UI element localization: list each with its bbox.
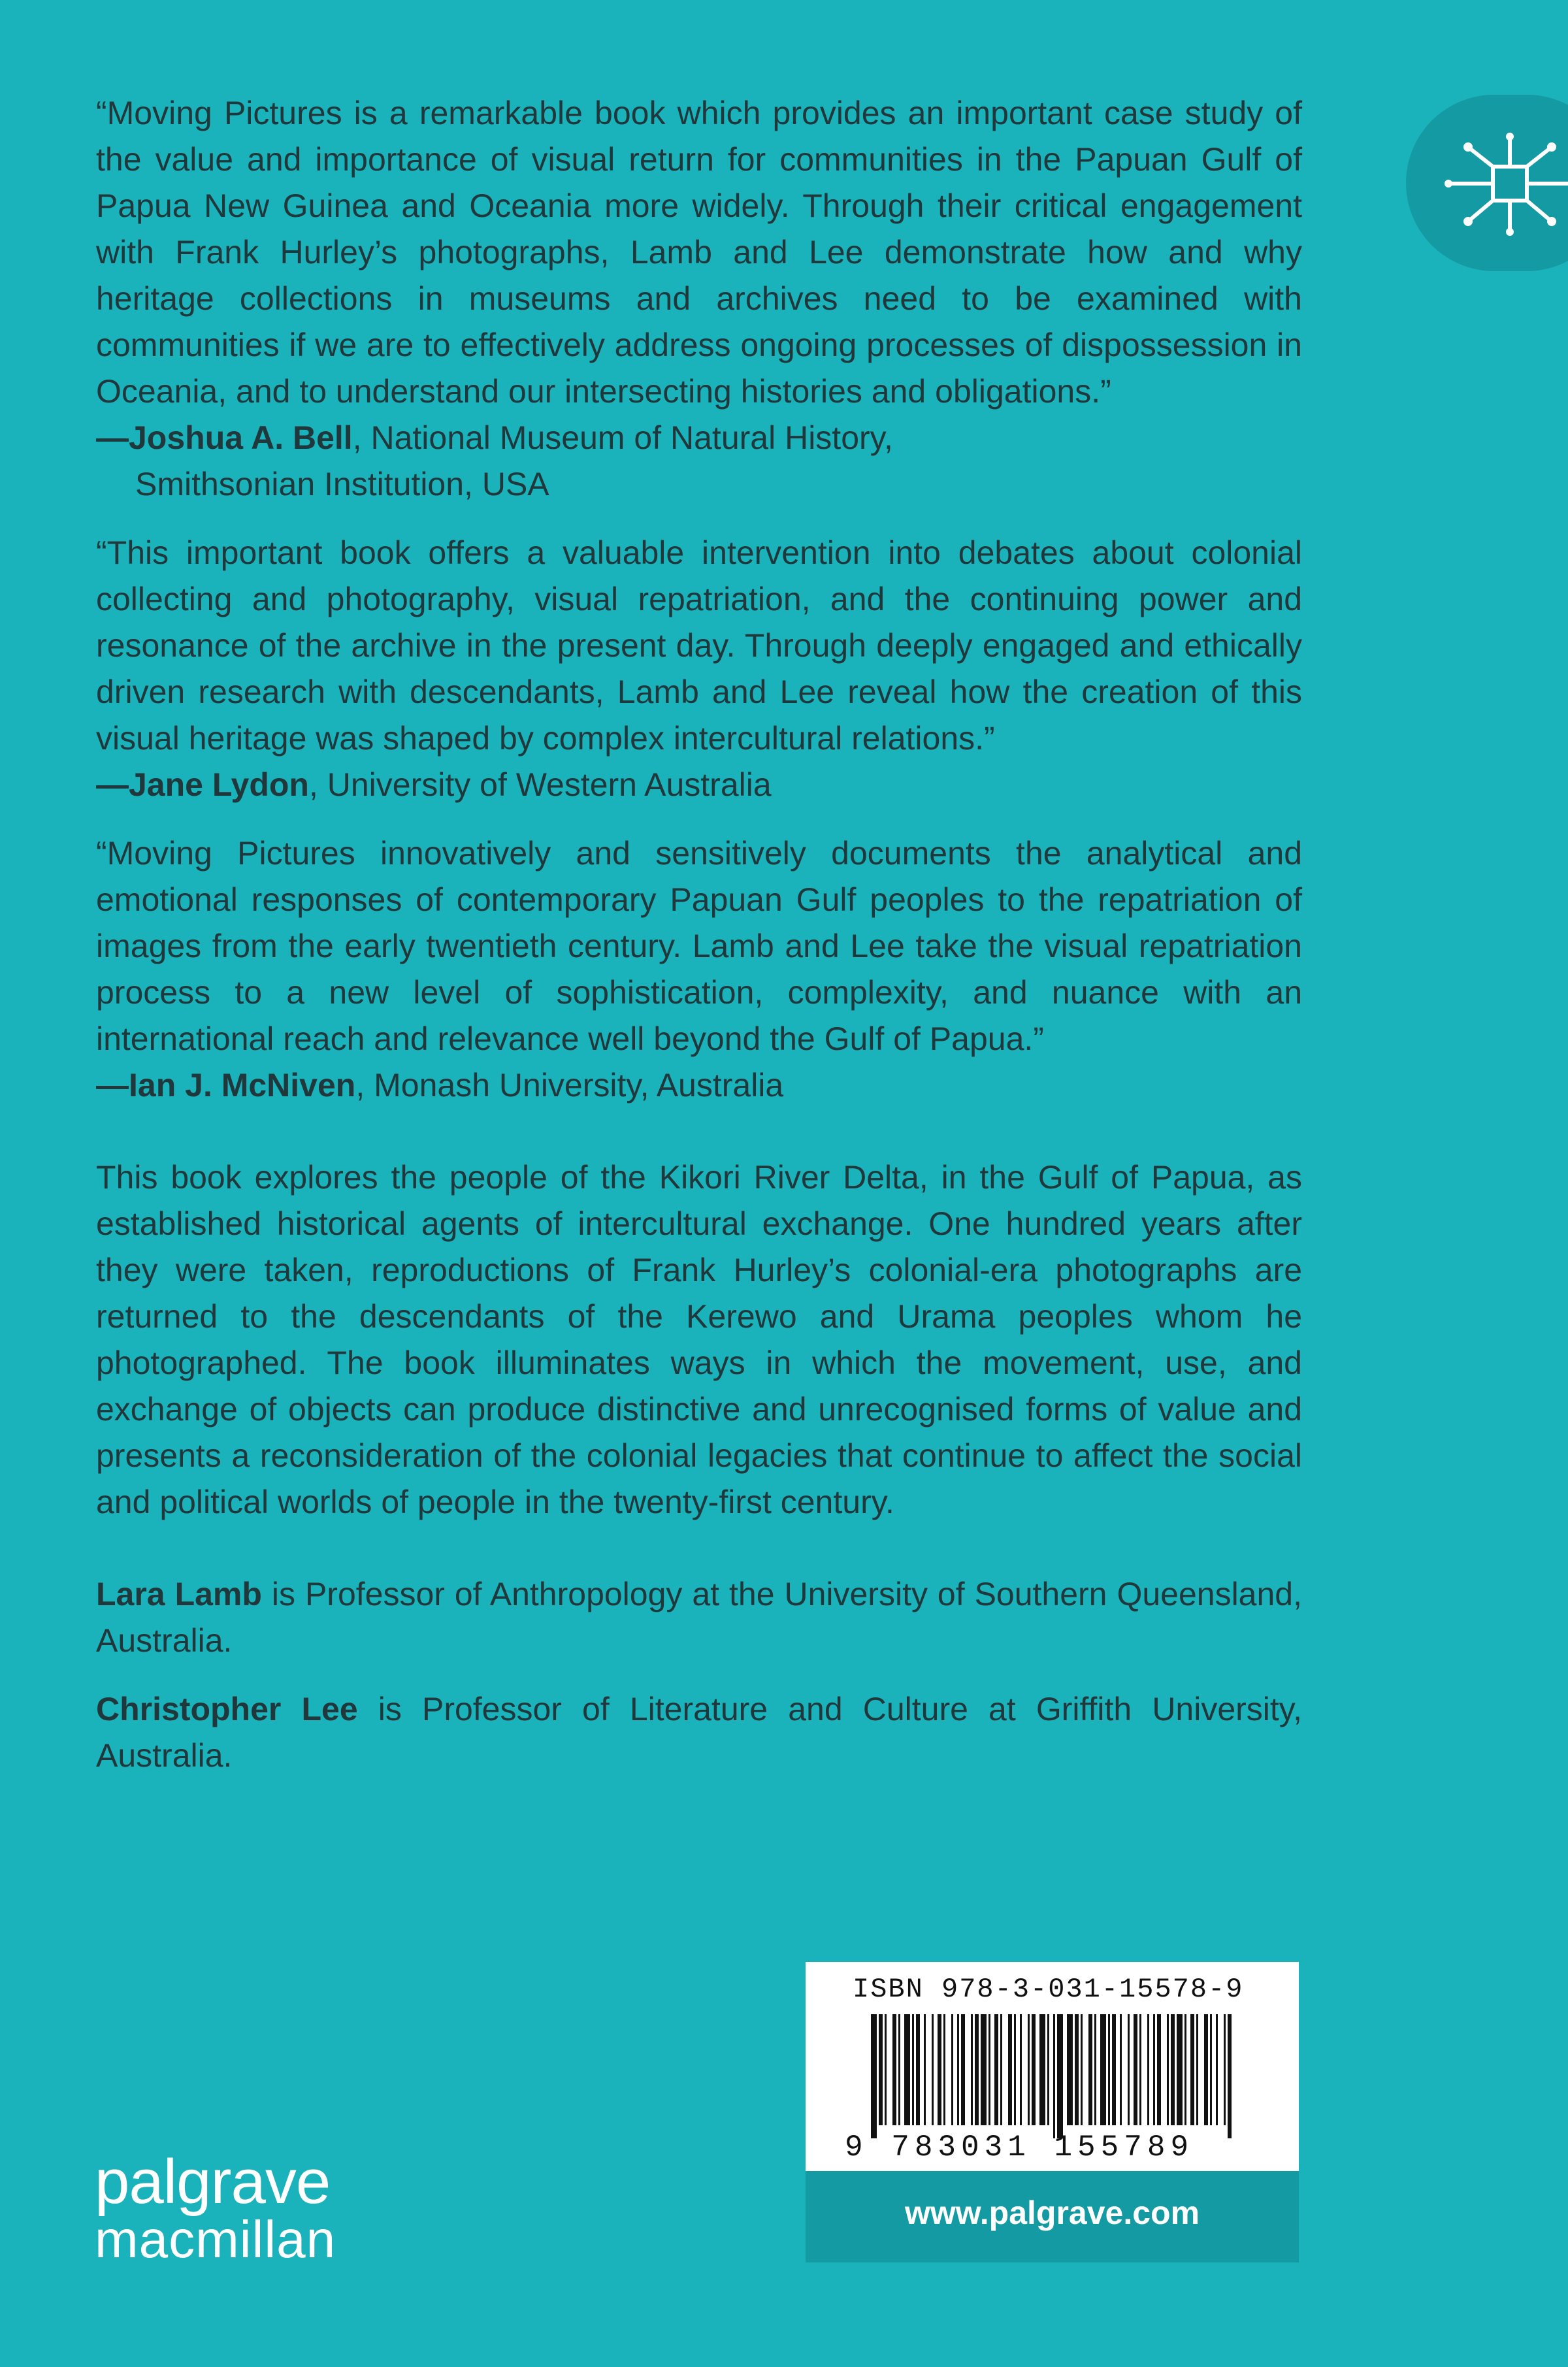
publisher-wordmark [95,2147,336,2268]
quote-3-affiliation: , Monash University, Australia [355,1067,784,1103]
barcode-bar [1139,2014,1141,2125]
barcode-bar [1088,2014,1092,2125]
author-bio-2-text: is Professor of Literature and Culture at Griffith University, Australia. [96,1691,1302,1774]
quote-3-text: “Moving Pictures innovatively and sensitively documents the analytical and emotional responses of contemporary Papuan Gulf peoples to the repatriation of images from the early twentieth century. Lamb and Lee take the visual repatriation process to a new level of sophistication, complexity, and nuance with an international reach and relevance well beyond the Gulf of Papua.” [96,835,1302,1057]
barcode-bar [1196,2014,1198,2125]
barcode-bar [1157,2014,1161,2125]
barcode-bar [1053,2014,1055,2138]
barcode-bar [1000,2014,1002,2125]
barcode-bar [1184,2014,1186,2125]
barcode-bar [1081,2014,1083,2125]
barcode-bar [938,2014,941,2125]
barcode-bar [1039,2014,1045,2125]
barcode-bar [961,2014,965,2125]
barcode-bar [951,2014,953,2125]
author-bio-1 [96,1571,1302,1664]
barcode-bar [1067,2014,1073,2125]
barcode-bar [879,2014,883,2125]
barcode-bar [1008,2014,1012,2125]
barcode-bar [1171,2014,1175,2125]
barcode-bar [975,2014,979,2125]
palgrave-network-logo-icon [1442,133,1568,237]
barcode-bar [971,2014,973,2125]
barcode-bar [1177,2014,1183,2125]
barcode-bar [924,2014,926,2125]
barcode-bar [1128,2014,1130,2125]
text-column [96,90,1302,1779]
barcode-bar [1153,2014,1155,2125]
quote-1-dash: — [96,419,129,456]
quote-2-affiliation: , University of Western Australia [308,766,772,803]
quote-1-text: “Moving Pictures is a remarkable book which provides an important case study of the value and importance of visual return for communities in the Papuan Gulf of Papua New Guinea and Oceania more widely. Through their critical engagement with Frank Hurley’s photographs, Lamb and Lee demonstrate how and why heritage collections in museums and archives need to be examined with communities if we are to effectively address ongoing processes of dispossession in Oceania, and to understand our intersecting histories and obligations.” [96,95,1302,410]
publisher-name-line1: palgrave [95,2147,331,2217]
isbn-barcode-box [806,1962,1299,2171]
barcode-bar [898,2014,900,2125]
quote-2-attribution [96,762,1302,808]
quote-1-attribution [96,415,1302,508]
barcode-bar [1094,2014,1096,2125]
barcode-bar [1020,2014,1022,2125]
barcode-bar [1224,2014,1226,2125]
barcode-bar [885,2014,887,2125]
barcode-bar [943,2014,945,2125]
barcode-digits: 9 783031 155789 [845,2130,1194,2164]
barcode-bar [1190,2014,1194,2125]
palgrave-logo-badge [1406,95,1568,271]
isbn-label: ISBN 978-3-031-15578-9 [853,1974,1244,2005]
quote-3-author: Ian J. McNiven [129,1067,356,1103]
barcode-bar [1047,2014,1049,2125]
barcode-bar [994,2014,998,2125]
quote-1-affiliation-line2: Smithsonian Institution, USA [135,466,549,502]
author-bio-1-name: Lara Lamb [96,1576,262,1612]
website-url: www.palgrave.com [904,2195,1200,2231]
barcode-bar [957,2014,959,2125]
barcode-bar [1032,2014,1036,2125]
barcode-bar [904,2014,910,2125]
author-bio-1-text: is Professor of Anthropology at the University of Southern Queensland, Australia. [96,1576,1302,1659]
quote-3-attribution [96,1062,1302,1109]
barcode-bar [916,2014,920,2125]
author-bio-2-name: Christopher Lee [96,1691,358,1727]
quote-1-affiliation: , National Museum of Natural History, [352,419,893,456]
quote-2-text: “This important book offers a valuable intervention into debates about colonial collecting and photography, visual repatriation, and the continuing power and resonance of the archive in the present day. Through deeply engaged and ethically driven research with descendants, Lamb and Lee reveal how the creation of this visual heritage was shaped by complex intercultural relations.” [96,534,1302,757]
barcode-bar [1108,2014,1110,2125]
barcode-bar [1075,2014,1079,2125]
barcode-bar [1134,2014,1137,2125]
publisher-name-line2: macmillan [95,2210,336,2268]
barcode-bar [1028,2014,1030,2125]
barcode-bar [1100,2014,1106,2125]
barcode-bar [1204,2014,1208,2125]
barcode-bar [892,2014,896,2125]
barcode-bar [932,2014,934,2125]
barcode-bar [1120,2014,1122,2125]
barcode-bar [1228,2014,1232,2138]
barcode-bar [871,2014,877,2138]
barcode-bar [988,2014,990,2125]
barcode-bar [1210,2014,1212,2125]
quote-2-dash: — [96,766,129,803]
barcode-bar [981,2014,987,2125]
barcode-bar [1216,2014,1218,2125]
barcode-bar [1057,2014,1063,2138]
quote-2-author: Jane Lydon [129,766,309,803]
barcode-bar [912,2014,914,2125]
quote-1-author: Joshua A. Bell [129,419,353,456]
quote-3-dash: — [96,1067,129,1103]
barcode-bar [1014,2014,1016,2125]
website-box [806,2171,1299,2262]
barcode-icon [871,2014,1237,2138]
author-bio-2 [96,1686,1302,1779]
book-description: This book explores the people of the Kikori River Delta, in the Gulf of Papua, as established historical agents of intercultural exchange. One hundred years after they were taken, reproductions of Frank Hurley’s colonial-era photographs are returned to the descendants of the Kerewo and Urama peoples whom he photographed. The book illuminates ways in which the movement, use, and exchange of objects can produce distinctive and unrecognised forms of value and presents a reconsideration of the colonial legacies that continue to affect the social and political worlds of people in the twenty-first century. [96,1159,1302,1520]
barcode-bar [1147,2014,1149,2125]
barcode-bar [1112,2014,1116,2125]
barcode-bar [1167,2014,1169,2125]
